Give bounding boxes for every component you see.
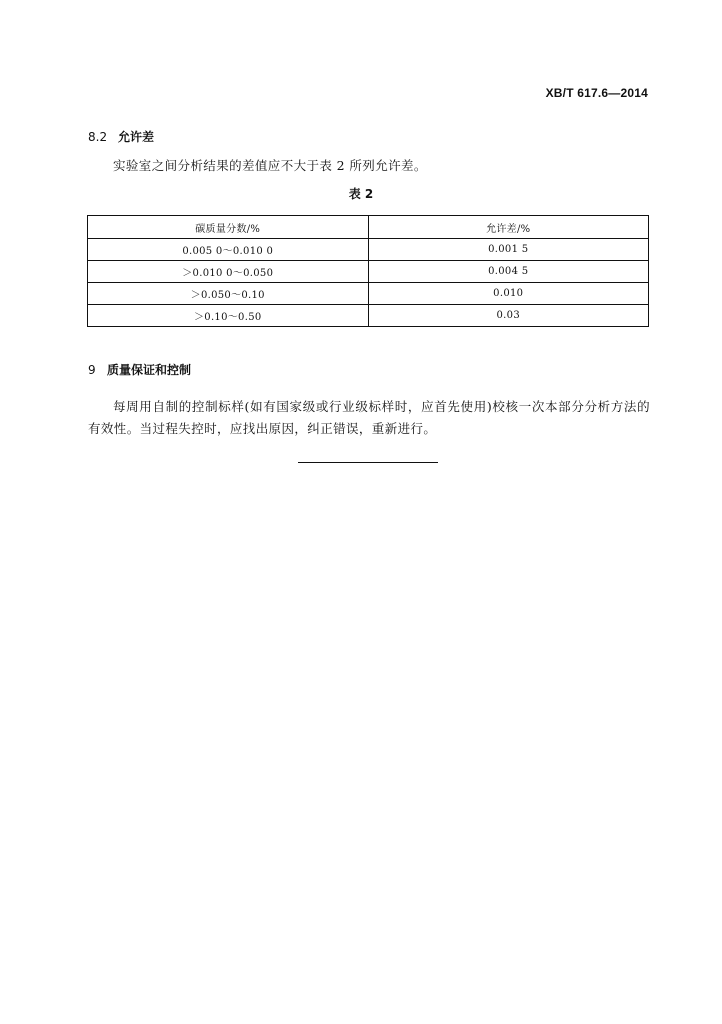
table-row — [88, 239, 649, 261]
section-8-2-heading — [88, 128, 154, 145]
section-9-text: 每周用自制的控制标样(如有国家级或行业级标样时，应首先使用)校核一次本部分分析方法的有效性。当过程失控时，应找出原因，纠正错误，重新进行。 — [88, 399, 650, 436]
table-cell: 0.004 5 — [368, 261, 649, 283]
tolerance-table — [87, 215, 649, 327]
table-row — [88, 283, 649, 305]
table-cell: ＞0.010 0～0.050 — [88, 261, 369, 283]
table-cell: 0.001 5 — [368, 239, 649, 261]
table-cell: 0.005 0～0.010 0 — [88, 239, 369, 261]
table-cell: ＞0.050～0.10 — [88, 283, 369, 305]
table-cell: 0.03 — [368, 305, 649, 327]
table-cell: 0.010 — [368, 283, 649, 305]
section-8-2-text: 实验室之间分析结果的差值应不大于表 2 所列允许差。 — [113, 158, 427, 173]
standard-number: XB/T 617.6—2014 — [545, 86, 648, 100]
end-of-document-rule — [298, 462, 438, 463]
section-9-heading — [88, 361, 191, 378]
table-row — [88, 261, 649, 283]
table-header-row — [88, 216, 649, 239]
section-title: 质量保证和控制 — [107, 363, 192, 377]
column-header-tolerance: 允许差/% — [368, 216, 649, 239]
table-caption: 表 2 — [348, 187, 374, 201]
table-row — [88, 305, 649, 327]
column-header-carbon-fraction: 碳质量分数/% — [88, 216, 369, 239]
section-title: 允许差 — [118, 130, 155, 144]
section-number: 8.2 — [88, 130, 108, 144]
section-number: 9 — [88, 363, 96, 377]
table-cell: ＞0.10～0.50 — [88, 305, 369, 327]
